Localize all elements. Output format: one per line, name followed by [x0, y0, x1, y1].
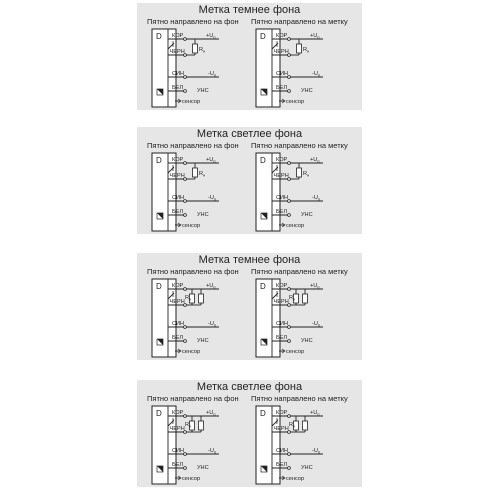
label-sin: СИН — [172, 448, 185, 454]
label-d: D — [156, 409, 162, 418]
terminal-bel — [184, 214, 187, 217]
label-sensor: сенсор — [286, 223, 305, 229]
right-caption: Пятно направлено на метку — [251, 17, 348, 26]
label-sin: СИН — [172, 321, 185, 327]
wiring-diagram — [145, 277, 249, 359]
label-minus-u: $-U_п$ — [312, 71, 321, 78]
circuit-right — [249, 151, 353, 233]
label-chern: ЧЕРН — [273, 173, 289, 179]
terminal-kor — [184, 162, 187, 165]
circuit-right — [249, 27, 353, 109]
label-uns: УНС — [301, 212, 313, 218]
terminal-bel — [288, 467, 291, 470]
label-d: D — [260, 32, 266, 41]
parallel-element — [199, 294, 204, 303]
wiring-diagram — [145, 151, 249, 233]
terminal-bel — [288, 214, 291, 217]
circuit-right — [249, 404, 353, 486]
label-load: $R_н$ — [289, 422, 296, 429]
circuit-left — [145, 151, 249, 233]
label-bel: БЕЛ — [276, 209, 288, 215]
panel-title: Метка светлее фона — [196, 128, 303, 140]
load-resistor — [297, 168, 302, 177]
wiring-diagram — [145, 404, 249, 486]
label-load: $R_н$ — [185, 295, 192, 302]
terminal-bel — [288, 90, 291, 93]
label-plus-u: $+U_п$ — [310, 410, 320, 417]
label-minus-u: $-U_п$ — [312, 195, 321, 202]
label-plus-u: $+U_п$ — [310, 33, 320, 40]
panel-title: Метка темнее фона — [198, 4, 301, 16]
label-d: D — [260, 156, 266, 165]
label-sin: СИН — [276, 71, 289, 77]
label-d: D — [260, 409, 266, 418]
label-chern: ЧЕРН — [273, 299, 289, 305]
label-sensor: сенсор — [286, 349, 305, 355]
diagram-panel-4 — [137, 380, 362, 487]
panel-title: Метка светлее фона — [196, 381, 303, 393]
label-sensor: сенсор — [182, 99, 201, 105]
label-chern: ЧЕРН — [169, 49, 185, 55]
circuit-left — [145, 277, 249, 359]
label-kor: КОР — [172, 157, 184, 163]
label-plus-u: $+U_п$ — [206, 283, 216, 290]
left-caption: Пятно направлено на фон — [147, 141, 239, 150]
label-uns: УНС — [301, 465, 313, 471]
label-load: $R_н$ — [303, 47, 310, 54]
label-bel: БЕЛ — [276, 462, 288, 468]
panel-title: Метка темнее фона — [198, 254, 301, 266]
label-uns: УНС — [197, 212, 209, 218]
label-minus-u: $-U_п$ — [312, 448, 321, 455]
label-uns: УНС — [197, 88, 209, 94]
label-kor: КОР — [276, 283, 288, 289]
label-minus-u: $-U_п$ — [208, 195, 217, 202]
label-kor: КОР — [172, 410, 184, 416]
label-kor: КОР — [276, 410, 288, 416]
label-chern: ЧЕРН — [169, 299, 185, 305]
parallel-element — [303, 294, 308, 303]
label-chern: ЧЕРН — [273, 49, 289, 55]
label-sensor: сенсор — [182, 349, 201, 355]
terminal-kor — [288, 415, 291, 418]
terminal-kor — [288, 288, 291, 291]
load-resistor — [193, 168, 198, 177]
label-sin: СИН — [172, 195, 185, 201]
label-chern: ЧЕРН — [273, 426, 289, 432]
label-plus-u: $+U_п$ — [206, 410, 216, 417]
left-caption: Пятно направлено на фон — [147, 267, 239, 276]
label-kor: КОР — [276, 33, 288, 39]
terminal-bel — [184, 467, 187, 470]
label-kor: КОР — [172, 283, 184, 289]
label-plus-u: $+U_п$ — [310, 157, 320, 164]
left-caption: Пятно направлено на фон — [147, 394, 239, 403]
label-bel: БЕЛ — [172, 85, 184, 91]
label-uns: УНС — [197, 465, 209, 471]
terminal-kor — [288, 162, 291, 165]
circuit-right — [249, 277, 353, 359]
circuit-left — [145, 27, 249, 109]
label-bel: БЕЛ — [276, 85, 288, 91]
label-load: $R_н$ — [199, 171, 206, 178]
label-d: D — [156, 156, 162, 165]
label-uns: УНС — [197, 338, 209, 344]
load-resistor — [297, 44, 302, 53]
label-sin: СИН — [276, 195, 289, 201]
label-load: $R_н$ — [289, 295, 296, 302]
label-sin: СИН — [172, 71, 185, 77]
terminal-kor — [184, 38, 187, 41]
wiring-diagram — [249, 151, 353, 233]
terminal-bel — [184, 340, 187, 343]
label-plus-u: $+U_п$ — [310, 283, 320, 290]
circuit-left — [145, 404, 249, 486]
wiring-diagram — [249, 404, 353, 486]
diagram-panel-2 — [137, 127, 362, 234]
label-minus-u: $-U_п$ — [208, 448, 217, 455]
label-d: D — [156, 282, 162, 291]
label-minus-u: $-U_п$ — [312, 321, 321, 328]
label-sensor: сенсор — [182, 476, 201, 482]
label-plus-u: $+U_п$ — [206, 157, 216, 164]
label-bel: БЕЛ — [172, 209, 184, 215]
label-bel: БЕЛ — [276, 335, 288, 341]
load-resistor — [193, 44, 198, 53]
wiring-diagram — [249, 27, 353, 109]
left-caption: Пятно направлено на фон — [147, 17, 239, 26]
label-load: $R_н$ — [185, 422, 192, 429]
terminal-kor — [288, 38, 291, 41]
label-uns: УНС — [301, 338, 313, 344]
label-load: $R_н$ — [303, 171, 310, 178]
wiring-diagram — [145, 27, 249, 109]
label-load: $R_н$ — [199, 47, 206, 54]
label-bel: БЕЛ — [172, 462, 184, 468]
label-chern: ЧЕРН — [169, 173, 185, 179]
label-d: D — [260, 282, 266, 291]
label-plus-u: $+U_п$ — [206, 33, 216, 40]
label-sensor: сенсор — [182, 223, 201, 229]
terminal-kor — [184, 415, 187, 418]
diagram-panel-1 — [137, 3, 362, 110]
right-caption: Пятно направлено на метку — [251, 141, 348, 150]
right-caption: Пятно направлено на метку — [251, 394, 348, 403]
wiring-diagram — [249, 277, 353, 359]
terminal-kor — [184, 288, 187, 291]
label-kor: КОР — [276, 157, 288, 163]
label-uns: УНС — [301, 88, 313, 94]
label-d: D — [156, 32, 162, 41]
right-caption: Пятно направлено на метку — [251, 267, 348, 276]
terminal-bel — [184, 90, 187, 93]
label-minus-u: $-U_п$ — [208, 321, 217, 328]
label-kor: КОР — [172, 33, 184, 39]
label-sensor: сенсор — [286, 476, 305, 482]
label-sensor: сенсор — [286, 99, 305, 105]
label-minus-u: $-U_п$ — [208, 71, 217, 78]
parallel-element — [199, 421, 204, 430]
diagram-panel-3 — [137, 253, 362, 360]
label-sin: СИН — [276, 321, 289, 327]
parallel-element — [303, 421, 308, 430]
label-chern: ЧЕРН — [169, 426, 185, 432]
terminal-bel — [288, 340, 291, 343]
label-bel: БЕЛ — [172, 335, 184, 341]
label-sin: СИН — [276, 448, 289, 454]
